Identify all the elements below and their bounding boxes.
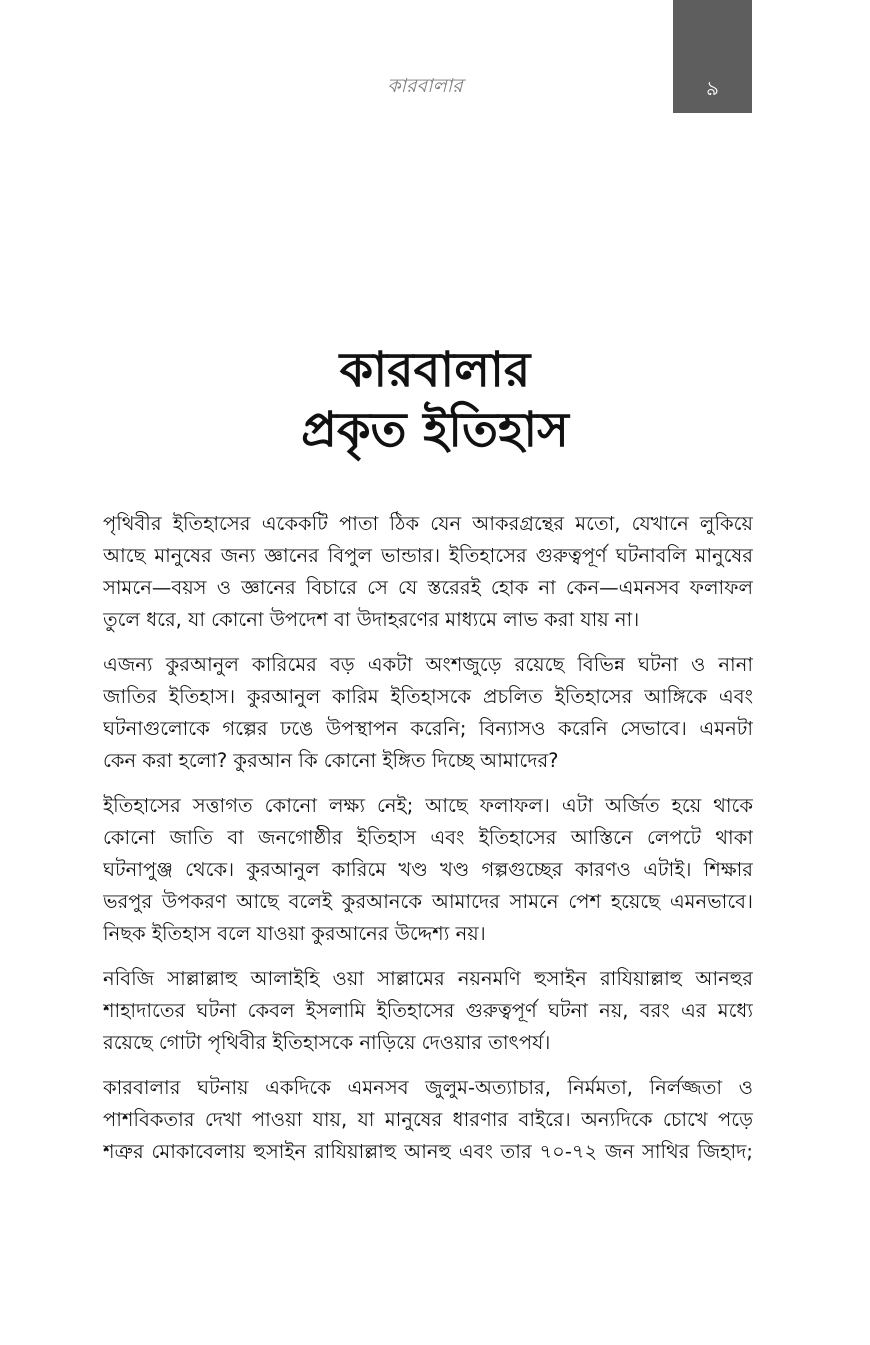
- text-line: ঘটনাগুলোকে গল্পের ঢঙে উপস্থাপন করেনি; বিন্যাসও করেনি সেভাবে। এমনটা: [103, 717, 753, 740]
- text-line: ঘটনাপুঞ্জ থেকে। কুরআনুল কারিমে খণ্ড খণ্ড গল্পগুচ্ছের কারণও এটাই। শিক্ষার: [103, 858, 753, 881]
- text-line: কারবালার ঘটনায় একদিকে এমনসব জুলুম-অত্যাচার, নির্মমতা, নির্লজ্জতা ও: [103, 1076, 753, 1099]
- paragraph: [103, 963, 753, 1059]
- text-line: শত্রুর মোকাবেলায় হুসাইন রাযিয়াল্লাহু আনহু এবং তার ৭০-৭২ জন সাথির জিহাদ;: [103, 1140, 753, 1163]
- text-line: সামনে—বয়স ও জ্ঞানের বিচারে সে যে স্তরেরই হোক না কেন—এমনসব ফলাফল: [103, 576, 753, 599]
- text-line: নিছক ইতিহাস বলে যাওয়া কুরআনের উদ্দেশ্য নয়।: [103, 922, 486, 945]
- chapter-title: [120, 340, 750, 460]
- page-number: ৯: [706, 76, 719, 100]
- text-line: রয়েছে গোটা পৃথিবীর ইতিহাসকে নাড়িয়ে দেওয়ার তাৎপর্য।: [103, 1031, 551, 1054]
- chapter-title-line-1: কারবালার: [339, 342, 531, 398]
- text-line: এজন্য কুরআনুল কারিমের বড় একটা অংশজুড়ে রয়েছে বিভিন্ন ঘটনা ও নানা: [103, 653, 753, 676]
- running-head-title: কারবালার: [387, 75, 463, 97]
- text-line: ইতিহাসের সত্তাগত কোনো লক্ষ্য নেই; আছে ফলাফল। এটা অর্জিত হয়ে থাকে: [103, 794, 753, 817]
- paragraph: [103, 508, 753, 636]
- text-line: ভরপুর উপকরণ আছে বলেই কুরআনকে আমাদের সামনে পেশ হয়েছে এমনভাবে।: [103, 890, 753, 913]
- text-line: জাতির ইতিহাস। কুরআনুল কারিম ইতিহাসকে প্রচলিত ইতিহাসের আঙ্গিকে এবং: [103, 685, 753, 708]
- text-line: কেন করা হলো? কুরআন কি কোনো ইঙ্গিত দিচ্ছে আমাদের?: [103, 749, 559, 772]
- text-line: শাহাদাতের ঘটনা কেবল ইসলামি ইতিহাসের গুরুত্বপূর্ণ ঘটনা নয়, বরং এর মধ্যে: [103, 999, 753, 1022]
- text-line: তুলে ধরে, যা কোনো উপদেশ বা উদাহরণের মাধ্যমে লাভ করা যায় না।: [103, 608, 640, 631]
- text-line: নবিজি সাল্লাল্লাহু আলাইহি ওয়া সাল্লামের নয়নমণি হুসাইন রাযিয়াল্লাহু আনহুর: [103, 967, 753, 990]
- text-line: কোনো জাতি বা জনগোষ্ঠীর ইতিহাস এবং ইতিহাসের আস্তিনে লেপটে থাকা: [103, 826, 753, 849]
- text-line: পাশবিকতার দেখা পাওয়া যায়, যা মানুষের ধারণার বাইরে। অন্যদিকে চোখে পড়ে: [103, 1108, 753, 1131]
- body-text: [103, 508, 753, 1181]
- paragraph: [103, 790, 753, 950]
- paragraph: [103, 649, 753, 777]
- chapter-title-line-2: প্রকৃত ইতিহাস: [301, 402, 569, 458]
- page-number-tab: [673, 0, 752, 113]
- text-line: পৃথিবীর ইতিহাসের একেকটি পাতা ঠিক যেন আকরগ্রন্থের মতো, যেখানে লুকিয়ে: [103, 512, 753, 535]
- paragraph: [103, 1072, 753, 1168]
- text-line: আছে মানুষের জন্য জ্ঞানের বিপুল ভান্ডার। ইতিহাসের গুরুত্বপূর্ণ ঘটনাবলি মানুষের: [103, 544, 753, 567]
